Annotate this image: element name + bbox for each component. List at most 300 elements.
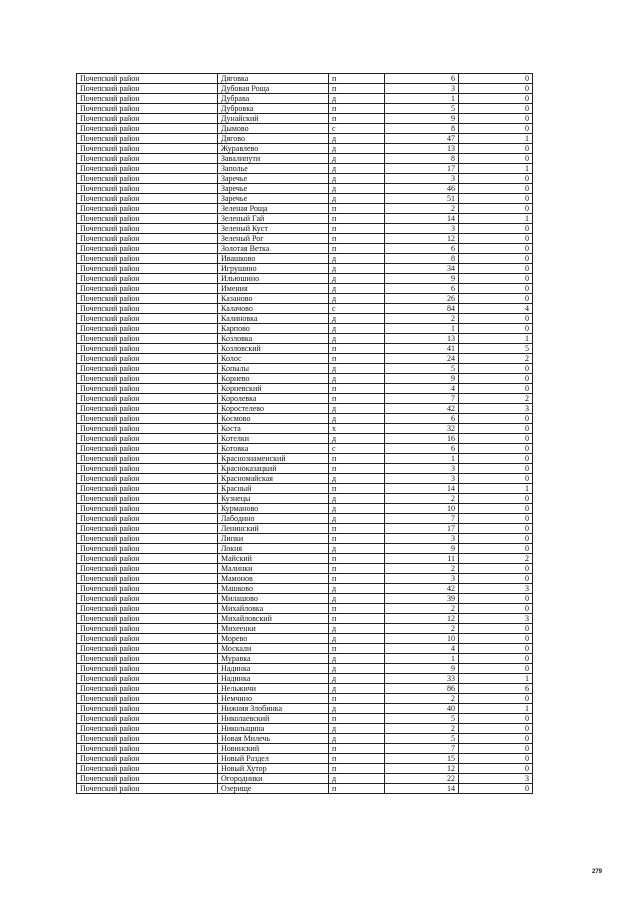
table-row [77,614,533,624]
extra-count-cell: 0 [459,764,533,774]
count-cell: 2 [385,724,459,734]
table-row [77,764,533,774]
settlement-cell: Москали [218,644,329,654]
district-cell: Почепский район [77,644,218,654]
extra-count-cell: 0 [459,654,533,664]
type-cell: д [329,674,385,684]
settlement-cell: Завалипути [218,154,329,164]
type-cell: д [329,704,385,714]
type-cell: п [329,464,385,474]
settlement-cell: Золотая Ветка [218,244,329,254]
extra-count-cell: 0 [459,174,533,184]
table-row [77,384,533,394]
type-cell: п [329,614,385,624]
table-row [77,584,533,594]
district-cell: Почепский район [77,104,218,114]
count-cell: 11 [385,554,459,564]
settlement-cell: Калачово [218,304,329,314]
settlement-cell: Коста [218,424,329,434]
type-cell: п [329,524,385,534]
page-number: 279 [592,869,603,875]
count-cell: 22 [385,774,459,784]
settlement-cell: Дубровка [218,104,329,114]
count-cell: 9 [385,544,459,554]
district-cell: Почепский район [77,74,218,84]
district-cell: Почепский район [77,774,218,784]
district-cell: Почепский район [77,544,218,554]
settlement-cell: Малинки [218,564,329,574]
table-row [77,254,533,264]
settlement-cell: Муравка [218,654,329,664]
count-cell: 16 [385,434,459,444]
district-cell: Почепский район [77,444,218,454]
type-cell: д [329,314,385,324]
settlement-cell: Надинка [218,664,329,674]
settlement-cell: Ленинский [218,524,329,534]
settlement-cell: Зеленый Рог [218,234,329,244]
settlement-cell: Надинка [218,674,329,684]
type-cell: д [329,254,385,264]
district-cell: Почепский район [77,754,218,764]
count-cell: 10 [385,634,459,644]
type-cell: п [329,564,385,574]
settlement-cell: Котовка [218,444,329,454]
extra-count-cell: 0 [459,784,533,794]
district-cell: Почепский район [77,294,218,304]
extra-count-cell: 2 [459,354,533,364]
count-cell: 2 [385,204,459,214]
extra-count-cell: 0 [459,754,533,764]
table-row [77,264,533,274]
count-cell: 1 [385,454,459,464]
settlement-cell: Никольщина [218,724,329,734]
table-row [77,134,533,144]
table-row [77,204,533,214]
district-cell: Почепский район [77,304,218,314]
count-cell: 51 [385,194,459,204]
district-cell: Почепский район [77,254,218,264]
extra-count-cell: 0 [459,744,533,754]
table-row [77,484,533,494]
type-cell: п [329,454,385,464]
table-row [77,394,533,404]
district-cell: Почепский район [77,224,218,234]
district-cell: Почепский район [77,354,218,364]
count-cell: 3 [385,174,459,184]
extra-count-cell: 1 [459,704,533,714]
settlement-cell: Дубовая Роща [218,84,329,94]
count-cell: 17 [385,164,459,174]
type-cell: с [329,444,385,454]
district-cell: Почепский район [77,724,218,734]
type-cell: п [329,604,385,614]
extra-count-cell: 0 [459,194,533,204]
district-cell: Почепский район [77,454,218,464]
settlement-cell: Заречье [218,194,329,204]
district-cell: Почепский район [77,174,218,184]
settlement-cell: Дунайский [218,114,329,124]
table-row [77,524,533,534]
settlement-cell: Имения [218,284,329,294]
settlement-cell: Космово [218,414,329,424]
count-cell: 7 [385,744,459,754]
count-cell: 34 [385,264,459,274]
type-cell: д [329,374,385,384]
settlement-cell: Колос [218,354,329,364]
type-cell: п [329,484,385,494]
district-cell: Почепский район [77,134,218,144]
settlement-cell: Ивашково [218,254,329,264]
district-cell: Почепский район [77,684,218,694]
settlement-cell: Михеенки [218,624,329,634]
extra-count-cell: 0 [459,274,533,284]
count-cell: 2 [385,624,459,634]
extra-count-cell: 0 [459,494,533,504]
extra-count-cell: 0 [459,514,533,524]
settlement-cell: Новинский [218,744,329,754]
table-row [77,514,533,524]
settlement-cell: Игрушино [218,264,329,274]
settlement-cell: Михайловский [218,614,329,624]
settlement-cell: Дубрава [218,94,329,104]
extra-count-cell: 0 [459,504,533,514]
table-row [77,594,533,604]
district-cell: Почепский район [77,264,218,274]
settlement-cell: Немчино [218,694,329,704]
extra-count-cell: 1 [459,164,533,174]
type-cell: п [329,204,385,214]
district-cell: Почепский район [77,624,218,634]
type-cell: д [329,324,385,334]
extra-count-cell: 5 [459,344,533,354]
settlement-cell: Калиновка [218,314,329,324]
type-cell: д [329,494,385,504]
extra-count-cell: 0 [459,474,533,484]
district-cell: Почепский район [77,784,218,794]
type-cell: д [329,274,385,284]
extra-count-cell: 0 [459,664,533,674]
count-cell: 47 [385,134,459,144]
settlement-cell: Журавлево [218,144,329,154]
district-cell: Почепский район [77,144,218,154]
settlement-cell: Дымово [218,124,329,134]
extra-count-cell: 0 [459,374,533,384]
type-cell: д [329,684,385,694]
count-cell: 7 [385,394,459,404]
district-cell: Почепский район [77,314,218,324]
settlement-cell: Карпово [218,324,329,334]
type-cell: д [329,724,385,734]
table-row [77,284,533,294]
district-cell: Почепский район [77,424,218,434]
extra-count-cell: 6 [459,684,533,694]
settlement-cell: Красный [218,484,329,494]
type-cell: п [329,104,385,114]
table-row [77,704,533,714]
district-cell: Почепский район [77,734,218,744]
settlement-cell: Липки [218,534,329,544]
table-row [77,574,533,584]
type-cell: д [329,284,385,294]
table-row [77,164,533,174]
table-row [77,774,533,784]
table-row [77,784,533,794]
settlement-cell: Зеленый Гай [218,214,329,224]
settlement-cell: Михайловка [218,604,329,614]
settlement-cell: Копылы [218,364,329,374]
table-row [77,124,533,134]
extra-count-cell: 0 [459,414,533,424]
type-cell: д [329,504,385,514]
district-cell: Почепский район [77,584,218,594]
type-cell: п [329,554,385,564]
settlement-cell: Озерище [218,784,329,794]
extra-count-cell: 0 [459,294,533,304]
type-cell: д [329,334,385,344]
count-cell: 3 [385,534,459,544]
settlement-cell: Дягово [218,134,329,144]
extra-count-cell: 0 [459,594,533,604]
table-row [77,374,533,384]
table-row [77,334,533,344]
type-cell: д [329,594,385,604]
settlement-cell: Милашово [218,594,329,604]
district-cell: Почепский район [77,124,218,134]
district-cell: Почепский район [77,514,218,524]
type-cell: с [329,124,385,134]
table-row [77,754,533,764]
extra-count-cell: 0 [459,454,533,464]
count-cell: 1 [385,324,459,334]
table-row [77,224,533,234]
extra-count-cell: 0 [459,254,533,264]
count-cell: 8 [385,124,459,134]
table-row [77,104,533,114]
extra-count-cell: 1 [459,674,533,684]
count-cell: 5 [385,364,459,374]
extra-count-cell: 0 [459,524,533,534]
district-cell: Почепский район [77,434,218,444]
extra-count-cell: 0 [459,84,533,94]
district-cell: Почепский район [77,664,218,674]
table-row [77,324,533,334]
extra-count-cell: 0 [459,464,533,474]
type-cell: д [329,414,385,424]
type-cell: д [329,294,385,304]
district-cell: Почепский район [77,464,218,474]
table-row [77,644,533,654]
count-cell: 41 [385,344,459,354]
table-row [77,464,533,474]
extra-count-cell: 0 [459,384,533,394]
settlement-cell: Морево [218,634,329,644]
district-cell: Почепский район [77,614,218,624]
table-row [77,534,533,544]
count-cell: 5 [385,714,459,724]
table-row [77,684,533,694]
table-row [77,94,533,104]
count-cell: 6 [385,244,459,254]
extra-count-cell: 2 [459,554,533,564]
extra-count-cell: 3 [459,584,533,594]
district-cell: Почепский район [77,574,218,584]
count-cell: 26 [385,294,459,304]
type-cell: п [329,714,385,724]
type-cell: п [329,694,385,704]
type-cell: д [329,194,385,204]
count-cell: 8 [385,154,459,164]
type-cell: п [329,244,385,254]
table-row [77,714,533,724]
district-cell: Почепский район [77,474,218,484]
count-cell: 2 [385,314,459,324]
extra-count-cell: 3 [459,614,533,624]
count-cell: 3 [385,474,459,484]
district-cell: Почепский район [77,274,218,284]
type-cell: п [329,344,385,354]
district-cell: Почепский район [77,374,218,384]
settlement-cell: Зеленая Роща [218,204,329,214]
district-cell: Почепский район [77,674,218,684]
table-row [77,724,533,734]
extra-count-cell: 0 [459,154,533,164]
settlement-cell: Огородники [218,774,329,784]
count-cell: 17 [385,524,459,534]
extra-count-cell: 0 [459,544,533,554]
count-cell: 8 [385,254,459,264]
district-cell: Почепский район [77,114,218,124]
settlement-cell: Заполье [218,164,329,174]
extra-count-cell: 0 [459,244,533,254]
count-cell: 6 [385,284,459,294]
district-cell: Почепский район [77,414,218,424]
extra-count-cell: 0 [459,364,533,374]
extra-count-cell: 0 [459,444,533,454]
extra-count-cell: 0 [459,74,533,84]
count-cell: 5 [385,734,459,744]
type-cell: д [329,544,385,554]
count-cell: 2 [385,604,459,614]
count-cell: 32 [385,424,459,434]
district-cell: Почепский район [77,334,218,344]
count-cell: 42 [385,584,459,594]
extra-count-cell: 0 [459,204,533,214]
extra-count-cell: 0 [459,264,533,274]
count-cell: 13 [385,334,459,344]
count-cell: 46 [385,184,459,194]
type-cell: п [329,234,385,244]
district-cell: Почепский район [77,564,218,574]
table-row [77,434,533,444]
count-cell: 5 [385,104,459,114]
table-row [77,364,533,374]
type-cell: д [329,404,385,414]
extra-count-cell: 0 [459,734,533,744]
district-cell: Почепский район [77,324,218,334]
settlement-cell: Курманово [218,504,329,514]
type-cell: д [329,164,385,174]
type-cell: х [329,424,385,434]
extra-count-cell: 0 [459,324,533,334]
count-cell: 15 [385,754,459,764]
extra-count-cell: 1 [459,214,533,224]
settlement-cell: Нижняя Злобинка [218,704,329,714]
count-cell: 9 [385,374,459,384]
type-cell: д [329,134,385,144]
type-cell: д [329,94,385,104]
count-cell: 13 [385,144,459,154]
extra-count-cell: 0 [459,284,533,294]
table-row [77,474,533,484]
extra-count-cell: 0 [459,624,533,634]
count-cell: 3 [385,84,459,94]
count-cell: 14 [385,484,459,494]
count-cell: 86 [385,684,459,694]
count-cell: 7 [385,514,459,524]
district-cell: Почепский район [77,84,218,94]
table-row [77,74,533,84]
table-row [77,234,533,244]
settlement-cell: Козловский [218,344,329,354]
type-cell: д [329,184,385,194]
type-cell: д [329,734,385,744]
extra-count-cell: 0 [459,724,533,734]
settlement-cell: Казаново [218,294,329,304]
count-cell: 4 [385,644,459,654]
count-cell: 84 [385,304,459,314]
table-row [77,664,533,674]
type-cell: д [329,634,385,644]
extra-count-cell: 0 [459,224,533,234]
extra-count-cell: 3 [459,774,533,784]
table-row [77,274,533,284]
type-cell: д [329,624,385,634]
district-cell: Почепский район [77,234,218,244]
count-cell: 6 [385,414,459,424]
type-cell: п [329,764,385,774]
type-cell: п [329,384,385,394]
table-row [77,404,533,414]
extra-count-cell: 0 [459,234,533,244]
count-cell: 12 [385,234,459,244]
settlement-cell: Нельжичи [218,684,329,694]
settlement-cell: Майский [218,554,329,564]
district-cell: Почепский район [77,524,218,534]
extra-count-cell: 0 [459,634,533,644]
district-cell: Почепский район [77,494,218,504]
district-cell: Почепский район [77,184,218,194]
table-row [77,504,533,514]
table-row [77,634,533,644]
extra-count-cell: 0 [459,144,533,154]
type-cell: д [329,584,385,594]
type-cell: п [329,784,385,794]
district-cell: Почепский район [77,654,218,664]
table-row [77,744,533,754]
type-cell: п [329,574,385,584]
type-cell: п [329,224,385,234]
count-cell: 1 [385,654,459,664]
count-cell: 10 [385,504,459,514]
settlements-table [76,73,532,794]
extra-count-cell: 0 [459,714,533,724]
settlement-cell: Мамонов [218,574,329,584]
district-cell: Почепский район [77,344,218,354]
district-cell: Почепский район [77,244,218,254]
extra-count-cell: 0 [459,184,533,194]
district-cell: Почепский район [77,204,218,214]
district-cell: Почепский район [77,504,218,514]
